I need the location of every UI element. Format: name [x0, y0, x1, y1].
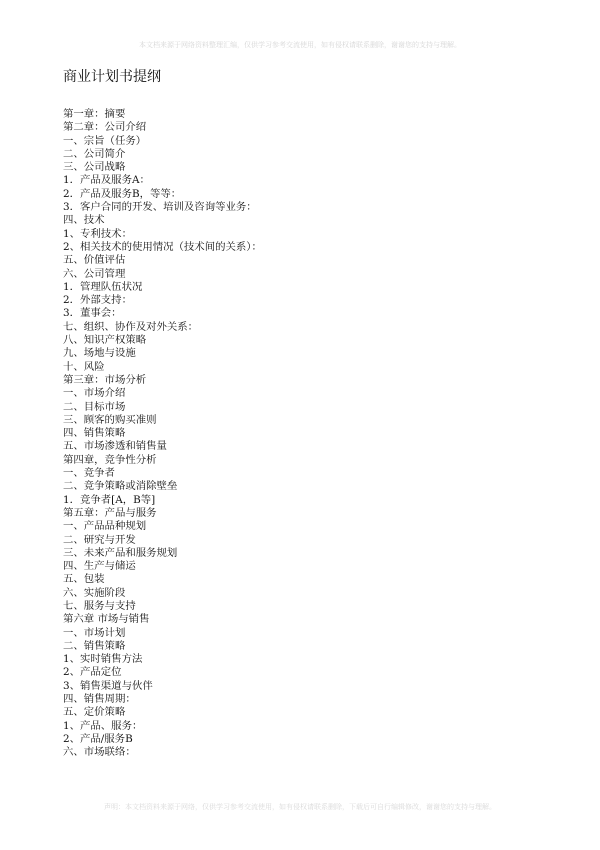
outline-item: 3．客户合同的开发、培训及咨询等业务： [63, 201, 257, 214]
outline-item: 一、宗旨（任务） [63, 134, 147, 147]
outline-item: 五、市场渗透和销售量 [63, 440, 167, 453]
outline-item: 三、未来产品和服务规划 [63, 546, 178, 559]
document-title: 商业计划书提纲 [63, 69, 161, 85]
outline-list [63, 108, 262, 760]
outline-item: 一、市场介绍 [63, 387, 126, 400]
header-watermark: 本文档来源于网络资料整理汇编，仅供学习参考交流使用，如有侵权请联系删除，谢谢您的支持与理解。 [139, 41, 461, 49]
outline-item: 九、场地与设施 [63, 347, 136, 360]
outline-item: 1、实时销售方法 [63, 653, 143, 666]
outline-item: 七、组织、协作及对外关系： [63, 320, 199, 333]
outline-item: 第六章 市场与销售 [63, 613, 150, 626]
outline-item: 四、技术 [63, 214, 105, 227]
outline-item: 1、产品、服务： [63, 719, 143, 732]
outline-item: 一、市场计划 [63, 626, 126, 639]
outline-item: 五、价值评估 [63, 254, 126, 267]
outline-item: 二、目标市场 [63, 400, 126, 413]
outline-item: 2、产品/服务B [63, 732, 133, 745]
outline-item: 二、研究与开发 [63, 533, 136, 546]
outline-item: 二、销售策略 [63, 639, 126, 652]
outline-item: 二、竞争策略或消除壁垒 [63, 480, 178, 493]
outline-item: 2．产品及服务B，等等： [63, 187, 182, 200]
outline-item: 六、实施阶段 [63, 586, 126, 599]
outline-item: 五、包装 [63, 573, 105, 586]
outline-item: 3．董事会： [63, 307, 122, 320]
outline-item: 第五章：产品与服务 [63, 506, 157, 519]
outline-item: 四、销售策略 [63, 427, 126, 440]
outline-item: 八、知识产权策略 [63, 334, 147, 347]
outline-item: 四、销售周期： [63, 693, 136, 706]
outline-item: 五、定价策略 [63, 706, 126, 719]
outline-item: 二、公司简介 [63, 147, 126, 160]
outline-item: 3、销售渠道与伙伴 [63, 679, 153, 692]
outline-item: 四、生产与储运 [63, 560, 136, 573]
outline-item: 六、公司管理 [63, 267, 126, 280]
outline-item: 十、风险 [63, 360, 105, 373]
outline-item: 1．产品及服务A： [63, 174, 150, 187]
outline-item: 1．管理队伍状况 [63, 280, 143, 293]
outline-item: 1、专利技术： [63, 227, 132, 240]
outline-item: 第三章：市场分析 [63, 373, 147, 386]
outline-item: 三、顾客的购买准则 [63, 413, 157, 426]
footer-watermark: 声明：本文档资料来源于网络，仅供学习参考交流使用，如有侵权请联系删除，下载后可自行编辑修改，谢谢您的支持与理解。 [104, 803, 496, 811]
outline-item: 三、公司战略 [63, 161, 126, 174]
outline-item: 第一章：摘要 [63, 108, 126, 120]
outline-item: 一、产品品种规划 [63, 520, 147, 533]
outline-item: 第四章，竞争性分析 [63, 453, 157, 466]
outline-item: 1．竞争者[A，B等] [63, 493, 156, 506]
outline-item: 一、竞争者 [63, 467, 115, 480]
outline-item: 第二章：公司介绍 [63, 121, 147, 134]
outline-item: 2、相关技术的使用情况（技术间的关系）： [63, 240, 262, 253]
outline-item: 2．外部支持： [63, 294, 132, 307]
outline-item: 六、市场联络： [63, 746, 136, 759]
outline-item: 2、产品定位 [63, 666, 122, 679]
outline-item: 七、服务与支持 [63, 599, 136, 612]
